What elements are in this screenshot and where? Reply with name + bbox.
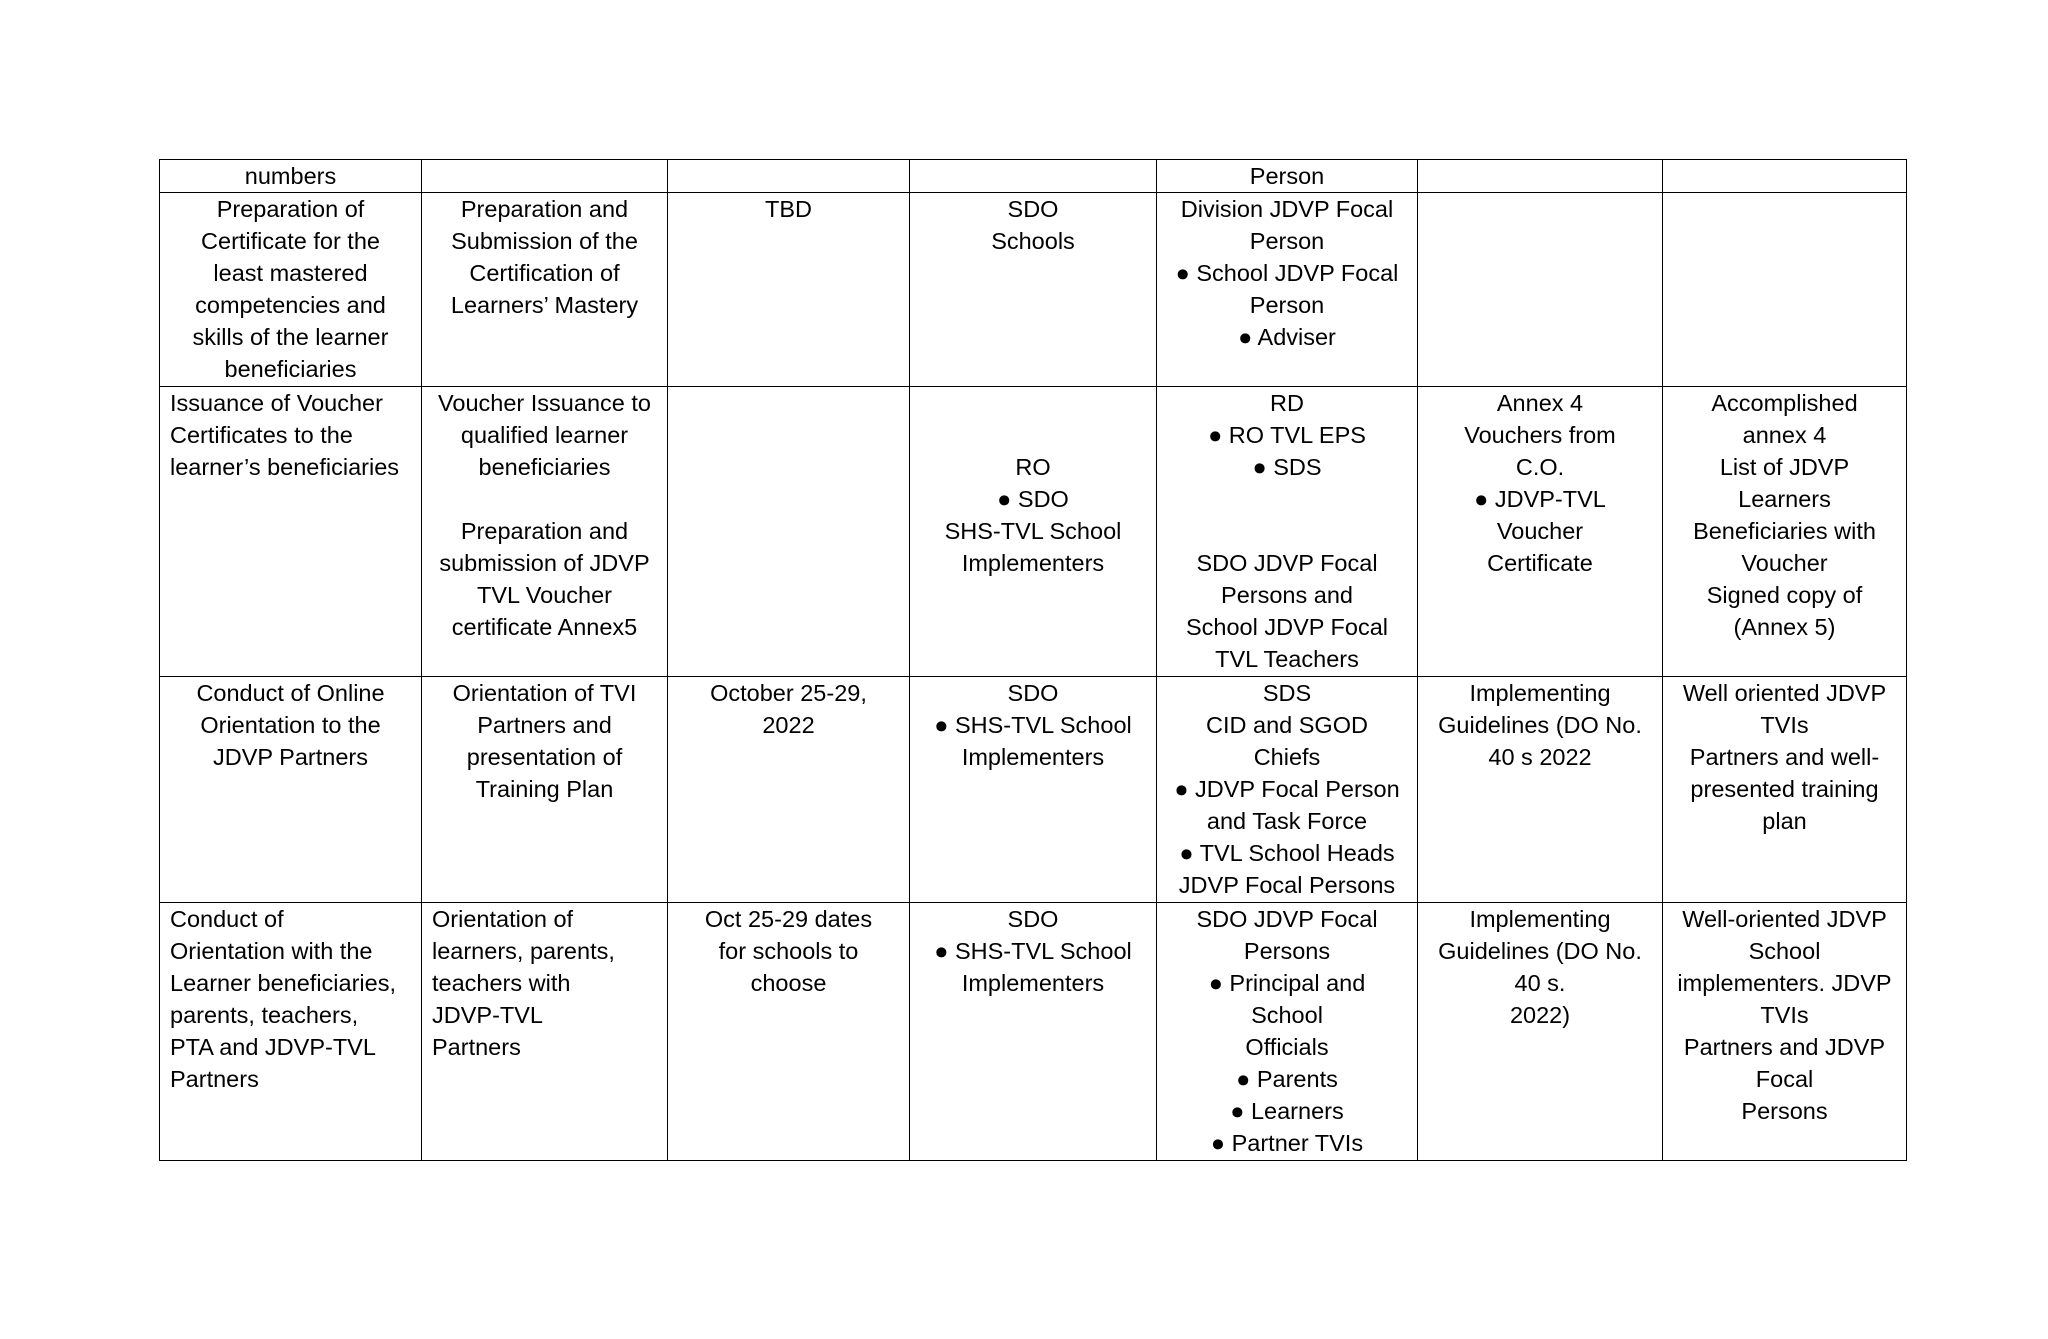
cell-text-line: TVIs xyxy=(1760,712,1809,738)
cell-text-line: SDO xyxy=(1007,906,1059,932)
table-cell-person-responsible xyxy=(1157,193,1418,387)
cell-text-line: least mastered xyxy=(213,260,368,286)
cell-text-line: certificate Annex5 xyxy=(451,614,638,640)
cell-text-line: learners, parents, xyxy=(432,938,615,964)
cell-text-line: Certificate xyxy=(1487,550,1593,576)
cell-text-line: implementers. JDVP xyxy=(1677,970,1892,996)
cell-text-line: Persons xyxy=(1243,938,1331,964)
cell-text-line: Certificates to the xyxy=(170,422,353,448)
cell-text-line: RD xyxy=(1270,390,1304,416)
cell-text-line: Implementing xyxy=(1469,906,1611,932)
cell-text-line: Well oriented JDVP xyxy=(1682,680,1887,706)
table-cell-resources xyxy=(1418,387,1663,677)
cell-text-line: Conduct of xyxy=(170,906,284,932)
cell-text-line: annex 4 xyxy=(1742,422,1827,448)
cell-text-line: learner’s beneficiaries xyxy=(170,454,400,480)
cell-text-line: Issuance of Voucher xyxy=(170,390,383,416)
cell-text-line: C.O. xyxy=(1515,454,1565,480)
cell-text-line: Conduct of Online xyxy=(196,680,385,706)
cell-text-line: Schools xyxy=(991,228,1075,254)
table-cell-person-responsible xyxy=(1157,387,1418,677)
cell-text-line: qualified learner xyxy=(460,422,629,448)
cell-text-line: RO xyxy=(1015,454,1051,480)
cell-text-line: ● SDS xyxy=(1252,454,1322,480)
cell-text-line: Implementers xyxy=(961,550,1105,576)
table-cell-output xyxy=(1663,387,1907,677)
cell-text-line: Person xyxy=(1249,163,1325,189)
cell-text-line: Learners xyxy=(1738,486,1831,512)
cell-text-line: Partners and JDVP xyxy=(1683,1034,1886,1060)
cell-text-line: teachers with xyxy=(432,970,571,996)
cell-text-line: Submission of the xyxy=(451,228,638,254)
cell-text-line: School JDVP Focal xyxy=(1185,614,1389,640)
table-row-online-orientation xyxy=(160,677,1907,903)
cell-text-line: beneficiaries xyxy=(224,356,357,382)
cell-text-line: ● SDO xyxy=(997,486,1069,512)
cell-text-line: SDO xyxy=(1007,196,1059,222)
cell-text-line: Person xyxy=(1249,292,1325,318)
cell-text-line: Accomplished xyxy=(1711,390,1858,416)
cell-text-line: Person xyxy=(1249,228,1325,254)
table-cell-person-responsible xyxy=(1157,677,1418,903)
cell-text-line: numbers xyxy=(244,163,337,189)
cell-text-line: Partners xyxy=(170,1066,259,1092)
table-cell-person-responsible xyxy=(1157,160,1418,193)
cell-text-line: TVL Teachers xyxy=(1215,646,1359,672)
cell-text-line: JDVP Partners xyxy=(213,744,368,770)
cell-text-line: ● JDVP Focal Person xyxy=(1174,776,1400,802)
cell-text-line: Orientation of xyxy=(432,906,574,932)
cell-text-line: Chiefs xyxy=(1253,744,1321,770)
cell-text-line: SDO JDVP Focal xyxy=(1196,550,1378,576)
cell-text-line: JDVP-TVL xyxy=(432,1002,543,1028)
cell-text-line: TVIs xyxy=(1760,1002,1809,1028)
table-cell-activity xyxy=(160,387,422,677)
table-cell-venue xyxy=(910,387,1157,677)
cell-text-line: presented training xyxy=(1690,776,1879,802)
cell-text-line: Implementers xyxy=(961,970,1105,996)
cell-text-line: ● Learners xyxy=(1230,1098,1344,1124)
table-cell-venue xyxy=(910,160,1157,193)
cell-text-line: Orientation of TVI xyxy=(452,680,637,706)
table-cell-activity xyxy=(160,160,422,193)
cell-text-line: Persons and xyxy=(1221,582,1353,608)
cell-text-line: Beneficiaries with xyxy=(1693,518,1876,544)
cell-text-line: ● SHS-TVL School xyxy=(934,712,1132,738)
table-cell-task xyxy=(422,903,668,1161)
cell-text-line: presentation of xyxy=(466,744,623,770)
table-cell-output xyxy=(1663,677,1907,903)
cell-text-line: plan xyxy=(1762,808,1807,834)
cell-text-line: Officials xyxy=(1245,1034,1329,1060)
cell-text-line: Persons xyxy=(1741,1098,1828,1124)
cell-text-line: beneficiaries xyxy=(478,454,611,480)
cell-text-line: Guidelines (DO No. xyxy=(1438,938,1642,964)
cell-text-line: CID and SGOD xyxy=(1206,712,1368,738)
table-row-certificate-preparation xyxy=(160,193,1907,387)
cell-text-line: Certification of xyxy=(469,260,620,286)
cell-text-line: Voucher xyxy=(1741,550,1828,576)
cell-text-line: Learner beneficiaries, xyxy=(170,970,396,996)
cell-text-line: ● SHS-TVL School xyxy=(934,938,1132,964)
table-cell-person-responsible xyxy=(1157,903,1418,1161)
cell-text-line: (Annex 5) xyxy=(1733,614,1836,640)
cell-text-line: skills of the learner xyxy=(192,324,389,350)
cell-text-line: ● School JDVP Focal xyxy=(1175,260,1399,286)
cell-text-line: School xyxy=(1748,938,1821,964)
cell-text-line: Partners and xyxy=(477,712,612,738)
table-cell-resources xyxy=(1418,193,1663,387)
cell-text-line: Signed copy of xyxy=(1706,582,1863,608)
table-cell-venue xyxy=(910,677,1157,903)
table-cell-task xyxy=(422,160,668,193)
table-cell-task xyxy=(422,677,668,903)
cell-text-line: parents, teachers, xyxy=(170,1002,359,1028)
cell-text-line: SDO JDVP Focal xyxy=(1196,906,1378,932)
cell-text-line: Certificate for the xyxy=(201,228,380,254)
cell-text-line xyxy=(1167,483,1407,515)
cell-text-line: Division JDVP Focal xyxy=(1180,196,1394,222)
cell-text-line: 40 s 2022 xyxy=(1488,744,1592,770)
cell-text-line xyxy=(1167,515,1407,547)
cell-text-line: Focal xyxy=(1755,1066,1814,1092)
cell-text-line: Learners’ Mastery xyxy=(450,292,639,318)
cell-text-line: Guidelines (DO No. xyxy=(1438,712,1642,738)
cell-text-line: Orientation with the xyxy=(170,938,373,964)
cell-text-line: TVL Voucher xyxy=(477,582,612,608)
cell-text-line: Vouchers from xyxy=(1464,422,1616,448)
cell-text-line: for schools to xyxy=(718,938,859,964)
table-cell-output xyxy=(1663,193,1907,387)
table-cell-timeline xyxy=(668,677,910,903)
table-row-continued-header xyxy=(160,160,1907,193)
cell-text-line: competencies and xyxy=(195,292,386,318)
table-cell-activity xyxy=(160,677,422,903)
cell-text-line: SDO xyxy=(1007,680,1059,706)
cell-text-line: ● Parents xyxy=(1236,1066,1338,1092)
cell-text-line: JDVP Focal Persons xyxy=(1178,872,1396,898)
cell-text-line: ● RO TVL EPS xyxy=(1208,422,1366,448)
cell-text-line: October 25-29, xyxy=(710,680,867,706)
cell-text-line: 2022 xyxy=(762,712,815,738)
table-cell-venue xyxy=(910,193,1157,387)
table-cell-output xyxy=(1663,903,1907,1161)
cell-text-line: ● Principal and xyxy=(1208,970,1366,996)
cell-text-line: ● TVL School Heads xyxy=(1179,840,1395,866)
cell-text-line: Voucher xyxy=(1496,518,1584,544)
cell-text-line: Preparation and xyxy=(460,518,629,544)
table-cell-resources xyxy=(1418,903,1663,1161)
cell-text-line xyxy=(920,419,1146,451)
table-cell-timeline xyxy=(668,387,910,677)
cell-text-line: ● Partner TVIs xyxy=(1210,1130,1364,1156)
table-cell-task xyxy=(422,387,668,677)
table-cell-activity xyxy=(160,903,422,1161)
table-cell-resources xyxy=(1418,677,1663,903)
cell-text-line xyxy=(920,387,1146,419)
cell-text-line: Voucher Issuance to xyxy=(438,390,651,416)
cell-text-line: Preparation of xyxy=(216,196,365,222)
table-cell-resources xyxy=(1418,160,1663,193)
cell-text-line: ● JDVP-TVL xyxy=(1474,486,1606,512)
table-body xyxy=(160,160,1907,1161)
cell-text-line: TBD xyxy=(765,196,812,222)
cell-text-line: Annex 4 xyxy=(1496,390,1584,416)
cell-text-line: choose xyxy=(750,970,827,996)
cell-text-line: and Task Force xyxy=(1206,808,1368,834)
cell-text-line: Training Plan xyxy=(475,776,614,802)
table-cell-activity xyxy=(160,193,422,387)
cell-text-line: Well-oriented JDVP xyxy=(1682,906,1887,932)
table-row-learner-orientation xyxy=(160,903,1907,1161)
table-cell-timeline xyxy=(668,193,910,387)
cell-text-line xyxy=(432,483,657,515)
cell-text-line: Oct 25-29 dates xyxy=(704,906,873,932)
cell-text-line: PTA and JDVP-TVL xyxy=(170,1034,376,1060)
cell-text-line: 40 s. xyxy=(1514,970,1566,996)
cell-text-line: Orientation to the xyxy=(200,712,381,738)
cell-text-line: List of JDVP xyxy=(1719,454,1850,480)
cell-text-line: submission of JDVP xyxy=(439,550,650,576)
activity-plan-table xyxy=(159,159,1907,1161)
cell-text-line: SDS xyxy=(1262,680,1312,706)
table-cell-venue xyxy=(910,903,1157,1161)
cell-text-line: SHS-TVL School xyxy=(944,518,1122,544)
cell-text-line: Implementing xyxy=(1469,680,1611,706)
table-cell-task xyxy=(422,193,668,387)
cell-text-line: Partners xyxy=(432,1034,521,1060)
cell-text-line: 2022) xyxy=(1509,1002,1571,1028)
cell-text-line: School xyxy=(1251,1002,1323,1028)
table-row-voucher-issuance xyxy=(160,387,1907,677)
cell-text-line: Partners and well- xyxy=(1689,744,1880,770)
cell-text-line: Implementers xyxy=(961,744,1105,770)
table-cell-timeline xyxy=(668,903,910,1161)
cell-text-line: Preparation and xyxy=(460,196,629,222)
cell-text-line: ● Adviser xyxy=(1238,324,1336,350)
table-cell-timeline xyxy=(668,160,910,193)
table-cell-output xyxy=(1663,160,1907,193)
